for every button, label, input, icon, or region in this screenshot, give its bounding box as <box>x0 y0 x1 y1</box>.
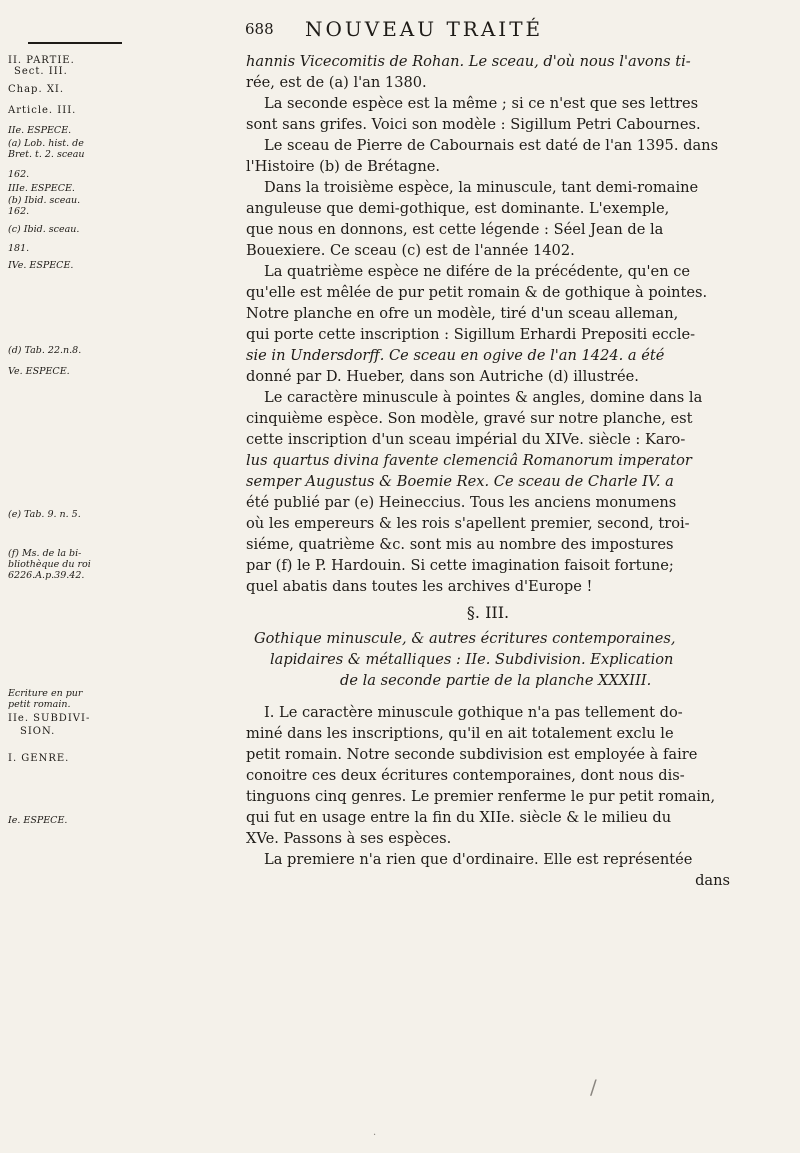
text-line: La seconde espèce est la même ; si ce n'est que ses lettres <box>264 95 699 112</box>
header-rule <box>28 42 122 44</box>
text-line: donné par D. Hueber, dans son Autriche (d) illustrée. <box>246 368 639 385</box>
text-line: qui porte cette inscription : Sigillum Erhardi Prepositi eccle- <box>246 326 696 343</box>
margin-note: IIIe. ESPECE. <box>8 183 75 194</box>
margin-note: (d) Tab. 22.n.8. <box>8 345 82 356</box>
margin-note: IIe. ESPECE. <box>8 125 72 136</box>
margin-note: II. PARTIE. <box>8 55 75 66</box>
running-title: NOUVEAU TRAITÉ <box>305 17 544 41</box>
margin-note: 181. <box>8 243 30 254</box>
text-line: été publié par (e) Heineccius. Tous les anciens monumens <box>246 494 677 511</box>
margin-note: IIe. SUBDIVI- <box>8 713 91 724</box>
margin-note: petit romain. <box>8 699 71 710</box>
text-line: Bouexiere. Ce sceau (c) est de l'année 1402. <box>246 242 575 259</box>
text-line: cette inscription d'un sceau impérial du XIVe. siècle : Karo- <box>246 431 686 448</box>
section-number: §. III. <box>466 603 510 622</box>
margin-note: Bret. t. 2. sceau <box>8 149 85 160</box>
text-line: La premiere n'a rien que d'ordinaire. Elle est représentée <box>264 851 693 868</box>
text-line: Le sceau de Pierre de Cabournais est daté de l'an 1395. dans <box>264 137 719 154</box>
text-line: par (f) le P. Hardouin. Si cette imagination faisoit fortune; <box>246 557 674 574</box>
text-line: conoitre ces deux écritures contemporaines, dont nous dis- <box>246 767 685 784</box>
text-line: Dans la troisième espèce, la minuscule, tant demi-romaine <box>264 179 699 196</box>
margin-note: SION. <box>20 726 56 737</box>
margin-note: (b) Ibid. sceau. <box>8 195 81 206</box>
text-line: où les empereurs & les rois s'apellent premier, second, troi- <box>246 515 690 532</box>
text-line: Notre planche en ofre un modèle, tiré d'un sceau alleman, <box>246 305 679 322</box>
text-line: sont sans grifes. Voici son modèle : Sigillum Petri Cabournes. <box>246 116 701 133</box>
pen-mark: / <box>590 1075 597 1099</box>
section-title-line: Gothique minuscule, & autres écritures contemporaines, <box>254 630 676 647</box>
text-line: XVe. Passons à ses espèces. <box>246 830 452 847</box>
margin-note: (a) Lob. hist. de <box>8 138 84 149</box>
margin-note: (c) Ibid. sceau. <box>8 224 80 235</box>
text-line: semper Augustus & Boemie Rex. Ce sceau de Charle IV. a <box>246 473 674 490</box>
text-line: qui fut en usage entre la fin du XIIe. siècle & le milieu du <box>246 809 672 826</box>
margin-note: Chap. XI. <box>8 84 65 95</box>
text-line: qu'elle est mêlée de pur petit romain & de gothique à pointes. <box>246 284 708 301</box>
text-line: tinguons cinq genres. Le premier renferme le pur petit romain, <box>246 788 716 805</box>
text-line: petit romain. Notre seconde subdivision est employée à faire <box>246 746 698 763</box>
margin-note: Article. III. <box>8 105 77 116</box>
margin-note: Ecriture en pur <box>8 688 83 699</box>
margin-note: I. GENRE. <box>8 753 70 764</box>
section-title-line: de la seconde partie de la planche XXXIII. <box>340 672 652 689</box>
text-line: I. Le caractère minuscule gothique n'a pas tellement do- <box>264 704 683 721</box>
catchword: dans <box>695 872 730 889</box>
text-line: lus quartus divina favente clemenciâ Romanorum imperator <box>246 452 692 469</box>
text-line: Le caractère minuscule à pointes & angles, domine dans la <box>264 389 703 406</box>
text-line: La quatrième espèce ne difére de la précédente, qu'en ce <box>264 263 691 280</box>
section-title-line: lapidaires & métalliques : IIe. Subdivision. Explication <box>270 651 674 668</box>
margin-note: Ve. ESPECE. <box>8 366 70 377</box>
margin-note: 162. <box>8 206 30 217</box>
stray-mark: · <box>373 1130 377 1141</box>
page-header <box>245 17 725 42</box>
margin-note: bliothèque du roi <box>8 559 91 570</box>
text-line: miné dans les inscriptions, qu'il en ait totalement exclu le <box>246 725 674 742</box>
text-line: hannis Vicecomitis de Rohan. Le sceau, d'où nous l'avons ti- <box>246 53 691 70</box>
margin-note: Ie. ESPECE. <box>8 815 68 826</box>
margin-note: (e) Tab. 9. n. 5. <box>8 509 81 520</box>
margin-note: 6226.A.p.39.42. <box>8 570 85 581</box>
margin-note: IVe. ESPECE. <box>8 260 74 271</box>
margin-note: Sect. III. <box>14 66 68 77</box>
page-number: 688 <box>245 20 274 38</box>
text-line: anguleuse que demi-gothique, est dominante. L'exemple, <box>246 200 670 217</box>
text-line: sie in Undersdorff. Ce sceau en ogive de l'an 1424. a été <box>246 347 665 364</box>
margin-note: (f) Ms. de la bi- <box>8 548 82 559</box>
text-line: que nous en donnons, est cette légende : Séel Jean de la <box>246 221 664 238</box>
text-line: rée, est de (a) l'an 1380. <box>246 74 427 91</box>
text-line: cinquième espèce. Son modèle, gravé sur notre planche, est <box>246 410 693 427</box>
margin-note: 162. <box>8 169 30 180</box>
text-line: quel abatis dans toutes les archives d'Europe ! <box>246 578 593 595</box>
text-line: l'Histoire (b) de Brétagne. <box>246 158 441 175</box>
text-line: siéme, quatrième &c. sont mis au nombre des impostures <box>246 536 674 553</box>
